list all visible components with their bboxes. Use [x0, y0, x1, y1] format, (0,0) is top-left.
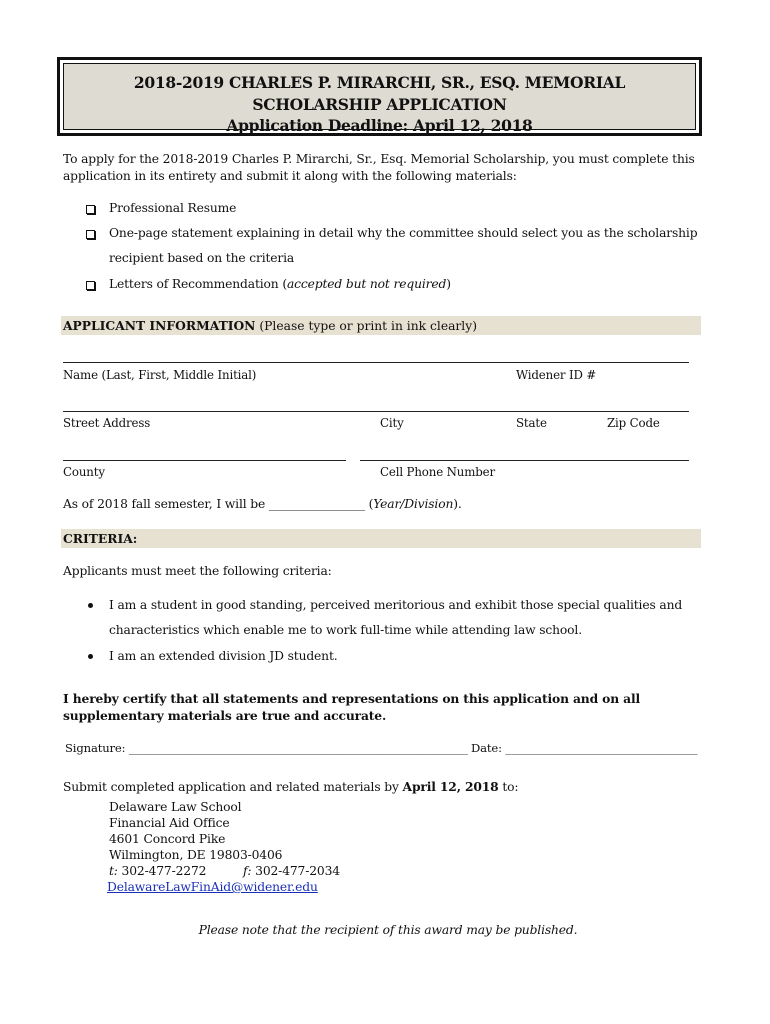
title-banner: [63, 63, 696, 135]
county-field-line[interactable]: [63, 460, 346, 461]
date-field[interactable]: Date: __________________________________: [471, 741, 698, 755]
material-item-statement-line-1: One-page statement explaining in detail why the committee should select you as the scholarship: [109, 226, 698, 240]
widener-id-label: Widener ID #: [516, 368, 597, 382]
title-line-1: 2018-2019 CHARLES P. MIRARCHI, SR., ESQ. MEMORIAL: [133, 73, 626, 92]
criteria-intro: Applicants must meet the following criteria:: [63, 564, 332, 578]
email-link[interactable]: DelawareLawFinAid@widener.edu: [107, 880, 318, 894]
intro-line-2: application in its entirety and submit it along with the following materials:: [63, 169, 517, 183]
semester-hint: Year/Division: [373, 497, 454, 511]
fax: [243, 863, 340, 880]
fax-prefix: f:: [243, 864, 252, 878]
certify-line-1: I hereby certify that all statements and representations on this application and on all: [63, 691, 641, 706]
street-address-label: Street Address: [63, 416, 151, 430]
criteria-item-1-line-2: characteristics which enable me to work full-time while attending law school.: [109, 623, 582, 637]
material-item-resume: Professional Resume: [109, 201, 237, 215]
title-line-3: Application Deadline: April 12, 2018: [226, 116, 533, 135]
letters-text: Letters of Recommendation (: [109, 277, 287, 291]
fax-number: 302-477-2034: [251, 864, 340, 878]
applicant-header-title: APPLICANT INFORMATION: [63, 318, 256, 333]
title-line-2: SCHOLARSHIP APPLICATION: [252, 94, 507, 114]
city-label: City: [380, 416, 404, 430]
bullet-icon: [88, 603, 93, 608]
cell-phone-field-line[interactable]: [360, 460, 689, 461]
certify-line-2: supplementary materials are true and accurate.: [63, 708, 387, 723]
submit-to: to:: [498, 780, 519, 794]
address-field-line[interactable]: [63, 411, 689, 412]
letters-close: ): [446, 277, 451, 291]
checkbox-icon: [86, 281, 95, 290]
criteria-item-2: I am an extended division JD student.: [109, 649, 338, 663]
cell-phone-label: Cell Phone Number: [380, 465, 495, 479]
semester-statement: [63, 496, 462, 513]
county-label: County: [63, 465, 105, 479]
address-line-1: Delaware Law School: [109, 800, 242, 814]
address-line-4: Wilmington, DE 19803-0406: [109, 848, 283, 862]
material-item-letters: [109, 276, 451, 293]
name-field-line[interactable]: [63, 362, 689, 363]
semester-close: ).: [453, 497, 462, 511]
footer-note: Please note that the recipient of this award may be published.: [198, 923, 578, 937]
material-item-statement-line-2: recipient based on the criteria: [109, 251, 295, 265]
checkbox-icon: [86, 230, 95, 239]
checkbox-icon: [86, 205, 95, 214]
semester-text: As of 2018 fall semester, I will be ________________ (: [63, 497, 374, 511]
address-line-2: Financial Aid Office: [109, 816, 230, 830]
applicant-section-header: [61, 316, 701, 335]
telephone-prefix: t:: [109, 864, 118, 878]
submit-instruction: [63, 778, 518, 796]
applicant-header-hint: (Please type or print in ink clearly): [255, 319, 477, 333]
criteria-section-header: [61, 529, 701, 548]
name-label: Name (Last, First, Middle Initial): [63, 368, 257, 382]
email-line: [107, 879, 318, 896]
criteria-item-1-line-1: I am a student in good standing, perceived meritorious and exhibit those special qualities and: [109, 598, 683, 612]
letters-note: accepted but not required: [286, 277, 447, 291]
signature-field[interactable]: Signature: ____________________________________________________________: [65, 741, 468, 755]
bullet-icon: [88, 654, 93, 659]
zip-code-label: Zip Code: [607, 416, 660, 430]
telephone-number: 302-477-2272: [117, 864, 207, 878]
state-label: State: [516, 416, 547, 430]
submit-text: Submit completed application and related materials by: [63, 780, 403, 794]
criteria-header-title: CRITERIA:: [63, 531, 138, 546]
intro-line-1: To apply for the 2018-2019 Charles P. Mirarchi, Sr., Esq. Memorial Scholarship, you must complete this: [63, 152, 695, 166]
telephone: [109, 863, 206, 880]
submit-deadline: April 12, 2018: [402, 779, 499, 794]
address-line-3: 4601 Concord Pike: [109, 832, 226, 846]
title-box: [57, 57, 702, 136]
